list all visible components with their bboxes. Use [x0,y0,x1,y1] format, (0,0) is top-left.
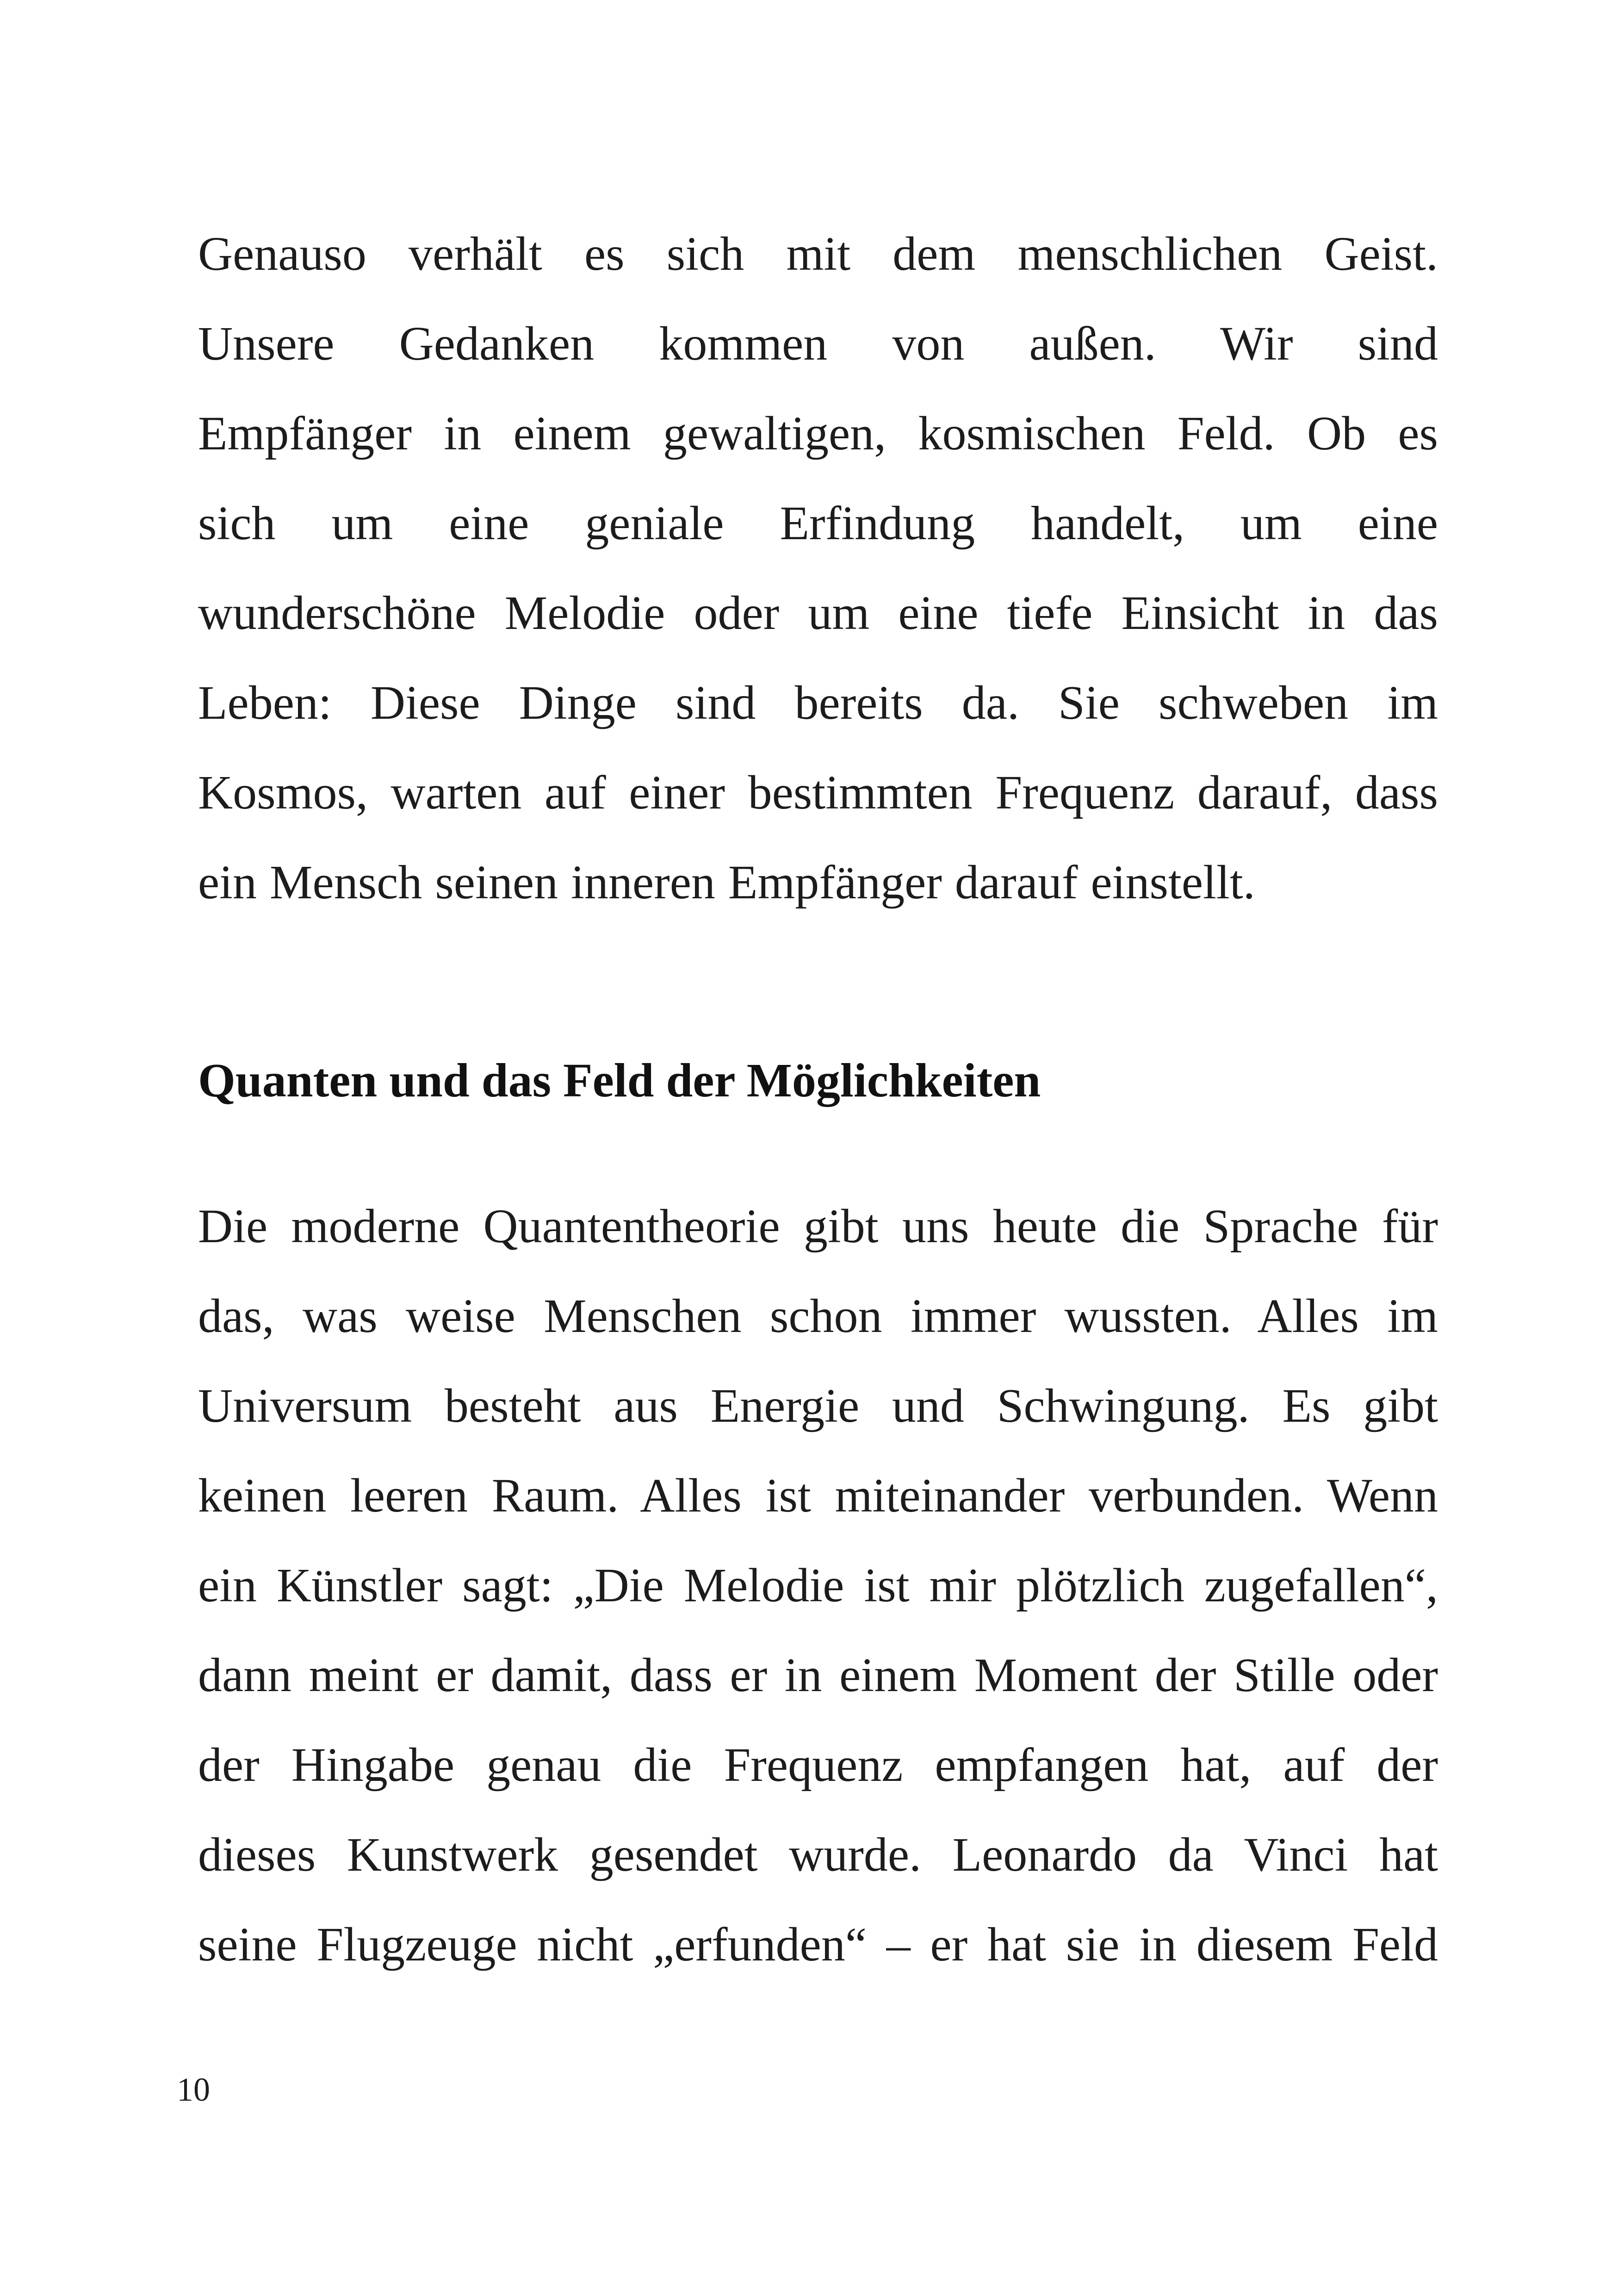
paragraph-2-line: das, was weise Menschen schon immer wussten. Alles im [198,1289,1438,1343]
paragraph-1-line: ein Mensch seinen inneren Empfänger darauf einstellt. [198,856,1255,909]
paragraph-1-line: sich um eine geniale Erfindung handelt, um eine [198,497,1438,550]
paragraph-2-line: ein Künstler sagt: „Die Melodie ist mir plötzlich zugefallen“, [198,1559,1438,1612]
paragraph-1-line: Empfänger in einem gewaltigen, kosmischen Feld. Ob es [198,407,1438,460]
paragraph-2-line: Universum besteht aus Energie und Schwingung. Es gibt [198,1379,1438,1432]
paragraph-2-line: dieses Kunstwerk gesendet wurde. Leonardo da Vinci hat [198,1828,1438,1881]
paragraph-2-line: dann meint er damit, dass er in einem Moment der Stille oder [198,1649,1438,1702]
paragraph-2-line: keinen leeren Raum. Alles ist miteinander verbunden. Wenn [198,1469,1438,1522]
paragraph-2 [198,1182,1438,1990]
paragraph-2-line: der Hingabe genau die Frequenz empfangen hat, auf der [198,1738,1438,1792]
paragraph-1-line: Kosmos, warten auf einer bestimmten Frequenz darauf, dass [198,766,1438,819]
section-heading: Quanten und das Feld der Möglichkeiten [198,1054,1041,1107]
paragraph-2-line: seine Flugzeuge nicht „erfunden“ – er hat sie in diesem Feld [198,1918,1438,1971]
page-number: 10 [177,2071,210,2108]
paragraph-1-line: Genauso verhält es sich mit dem menschlichen Geist. [198,227,1438,280]
paragraph-1-line: Unsere Gedanken kommen von außen. Wir sind [198,317,1438,370]
paragraph-1 [198,209,1438,927]
paragraph-1-line: wunderschöne Melodie oder um eine tiefe Einsicht in das [198,586,1438,640]
paragraph-1-line: Leben: Diese Dinge sind bereits da. Sie schweben im [198,676,1438,729]
paragraph-2-line: Die moderne Quantentheorie gibt uns heute die Sprache für [198,1200,1438,1253]
